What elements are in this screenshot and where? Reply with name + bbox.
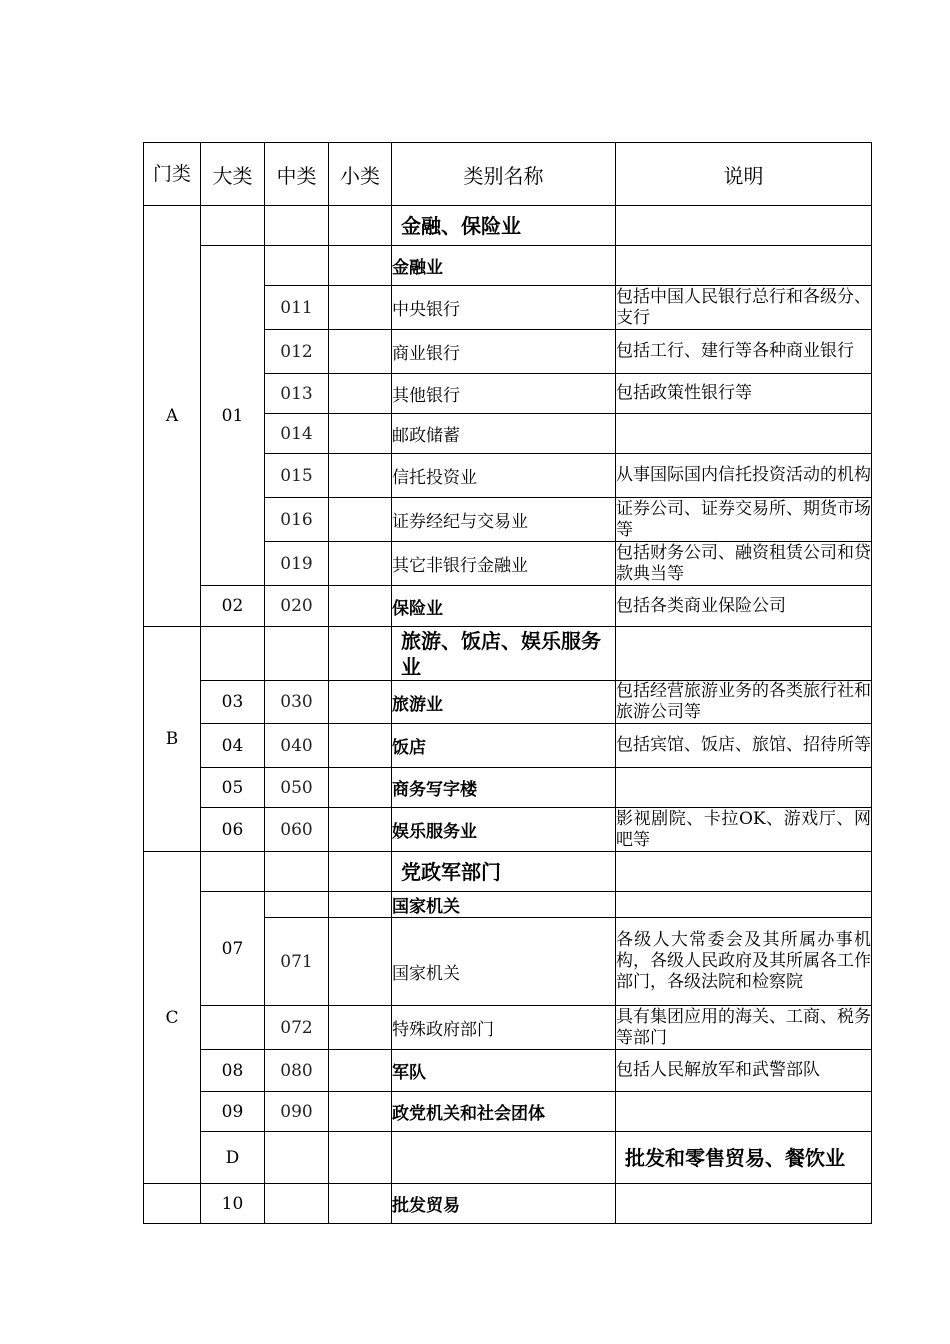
table-row: [144, 1132, 872, 1184]
header-men: 门类: [144, 143, 201, 206]
category-desc: 具有集团应用的海关、工商、税务等部门: [616, 1006, 871, 1048]
category-name: 饭店: [392, 724, 616, 768]
table-row: [144, 808, 872, 852]
category-desc: 证券公司、证券交易所、期货市场等: [616, 498, 871, 540]
zhong-cell: 040: [265, 724, 329, 768]
category-desc: [616, 1184, 872, 1224]
zhong-cell: 071: [265, 918, 329, 1006]
category-desc: [616, 206, 872, 246]
header-xiao: 小类: [329, 143, 392, 206]
category-name: 邮政储蓄: [392, 414, 616, 454]
men-cell: D: [201, 1132, 265, 1184]
industry-classification-table: [143, 142, 872, 1224]
category-desc: 各级人大常委会及其所属办事机构，各级人民政府及其所属各工作部门，各级法院和检察院: [616, 918, 872, 1006]
da-cell: 09: [201, 1092, 265, 1132]
category-name: 金融业: [392, 246, 616, 286]
zhong-cell: 016: [265, 498, 329, 542]
table-row: [144, 768, 872, 808]
header-da: 大类: [201, 143, 265, 206]
category-name: 娱乐服务业: [392, 808, 616, 852]
category-desc: 包括政策性银行等: [616, 374, 872, 414]
category-name: 政党机关和社会团体: [392, 1092, 616, 1132]
header-zhong: 中类: [265, 143, 329, 206]
zhong-cell: 011: [265, 286, 329, 330]
category-name: 批发和零售贸易、餐饮业: [616, 1132, 872, 1184]
category-name: 军队: [392, 1050, 616, 1092]
category-desc: 包括经营旅游业务的各类旅行社和旅游公司等: [616, 681, 871, 722]
da-cell: 04: [201, 724, 265, 768]
table-row: [144, 892, 872, 918]
zhong-cell: 090: [265, 1092, 329, 1132]
category-desc: 包括各类商业保险公司: [616, 586, 872, 627]
zhong-cell: 012: [265, 330, 329, 374]
table-row: [144, 681, 872, 724]
category-name: 中央银行: [392, 286, 616, 330]
category-desc: [616, 852, 872, 892]
men-cell: A: [144, 206, 201, 627]
men-cell: B: [144, 627, 201, 852]
category-name: 其它非银行金融业: [392, 542, 616, 586]
zhong-cell: 015: [265, 454, 329, 498]
category-name: 旅游、饭店、娱乐服务业: [392, 627, 616, 681]
table-row: [144, 246, 872, 286]
da-cell: 03: [201, 681, 265, 724]
category-name: 其他银行: [392, 374, 616, 414]
da-cell: 05: [201, 768, 265, 808]
table-row: [144, 1050, 872, 1092]
table-row: [144, 1092, 872, 1132]
category-name: 金融、保险业: [392, 206, 616, 246]
da-cell: 02: [201, 586, 265, 627]
category-desc: 包括人民解放军和武警部队: [616, 1050, 872, 1092]
category-name: 商务写字楼: [392, 768, 616, 808]
category-desc: [616, 627, 872, 681]
category-desc: 包括中国人民银行总行和各级分、支行: [616, 286, 871, 328]
zhong-cell: 013: [265, 374, 329, 414]
category-desc: [616, 768, 872, 808]
table-row: [144, 627, 872, 681]
zhong-cell: 019: [265, 542, 329, 586]
category-name: 特殊政府部门: [392, 1006, 616, 1050]
table-row: [144, 586, 872, 627]
header-desc: 说明: [616, 143, 872, 206]
zhong-cell: 072: [265, 1006, 329, 1050]
table-row: [144, 852, 872, 892]
category-name: 保险业: [392, 586, 616, 627]
category-name: 信托投资业: [392, 454, 616, 498]
table-row: [144, 1184, 872, 1224]
zhong-cell: 080: [265, 1050, 329, 1092]
zhong-cell: 060: [265, 808, 329, 852]
da-cell: 10: [201, 1184, 265, 1224]
category-name: 证券经纪与交易业: [392, 498, 616, 542]
da-cell: 06: [201, 808, 265, 852]
da-cell: 07: [201, 892, 265, 1006]
zhong-cell: 050: [265, 768, 329, 808]
category-name: 商业银行: [392, 330, 616, 374]
header-row: [144, 143, 872, 206]
category-name: 国家机关: [392, 892, 616, 918]
category-desc: [616, 1092, 872, 1132]
table-row: [144, 724, 872, 768]
category-name: 旅游业: [392, 681, 616, 724]
category-name: 国家机关: [392, 918, 616, 1006]
table-row: [144, 206, 872, 246]
header-name: 类别名称: [392, 143, 616, 206]
da-cell: 01: [201, 246, 265, 586]
category-name: 批发贸易: [392, 1184, 616, 1224]
category-desc: 影视剧院、卡拉OK、游戏厅、网吧等: [616, 808, 871, 850]
zhong-cell: 020: [265, 586, 329, 627]
zhong-cell: 030: [265, 681, 329, 724]
table-row: [144, 1006, 872, 1050]
da-cell: 08: [201, 1050, 265, 1092]
category-desc: [616, 414, 872, 454]
zhong-cell: 014: [265, 414, 329, 454]
category-desc: 包括财务公司、融资租赁公司和贷款典当等: [616, 542, 871, 584]
men-cell: C: [144, 852, 201, 1184]
category-name: 党政军部门: [392, 852, 616, 892]
category-desc: 包括宾馆、饭店、旅馆、招待所等: [616, 724, 872, 768]
category-desc: 从事国际国内信托投资活动的机构: [616, 454, 872, 498]
category-desc: 包括工行、建行等各种商业银行: [616, 330, 872, 374]
